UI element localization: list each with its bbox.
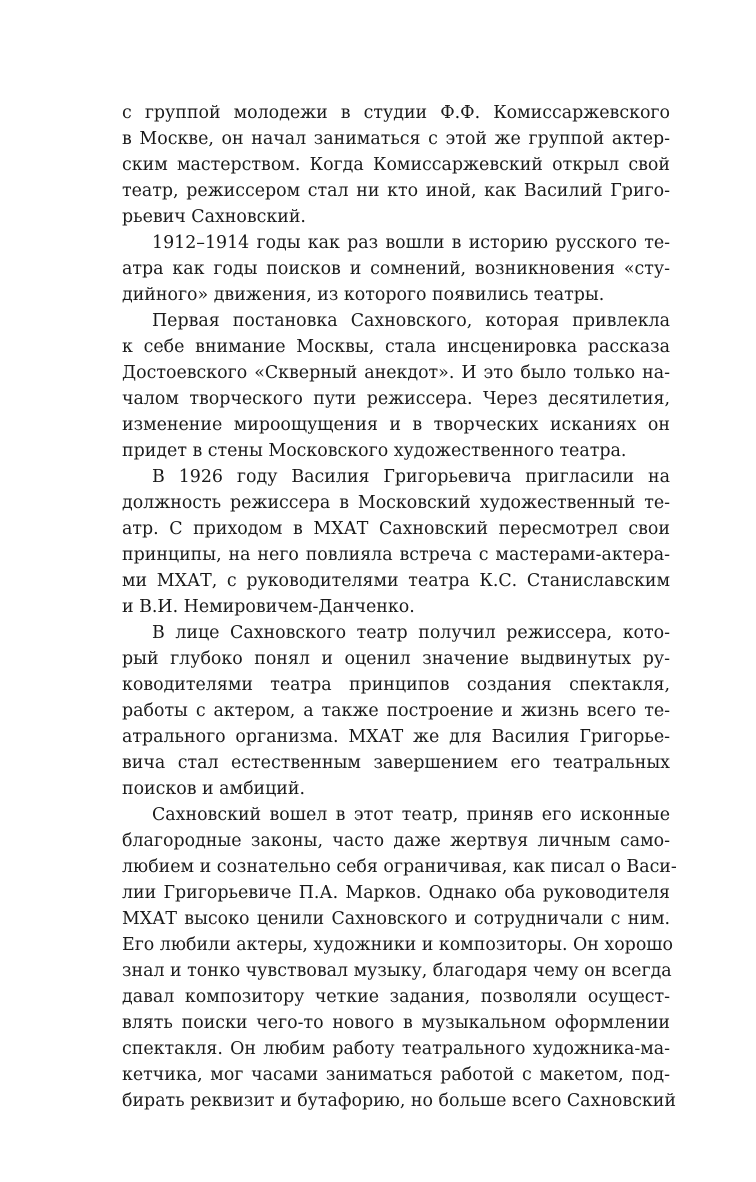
text-line: атра как годы поисков и сомнений, возникновения «сту-: [122, 259, 670, 279]
text-line: ским мастерством. Когда Комиссаржевский открыл свой: [122, 155, 670, 175]
text-line: и В.И. Немировичем-Данченко.: [122, 597, 415, 617]
text-line: поисков и амбиций.: [122, 779, 306, 799]
text-line: Сахновский вошел в этот театр, приняв его исконные: [152, 805, 670, 825]
text-line: придет в стены Московского художественного театра.: [122, 441, 627, 461]
text-line: ководителями театра принципов создания спектакля,: [122, 675, 670, 695]
text-line: принципы, на него повлияла встреча с мастерами-актера-: [122, 545, 670, 565]
text-line: с группой молодежи в студии Ф.Ф. Комиссаржевского: [122, 103, 670, 123]
text-line: чалом творческого пути режиссера. Через десятилетия,: [122, 389, 670, 409]
text-line: В 1926 году Василия Григорьевича пригласили на: [152, 467, 670, 487]
text-line: ми МХАТ, с руководителями театра К.С. Станиславским: [122, 571, 670, 591]
text-line: театр, режиссером стал ни кто иной, как Василий Григо-: [122, 181, 670, 201]
text-line: В лице Сахновского театр получил режиссера, кото-: [152, 623, 670, 643]
text-line: любием и сознательно себя ограничивая, как писал о Васи-: [122, 857, 677, 877]
text-line: Первая постановка Сахновского, которая привлекла: [152, 311, 670, 331]
text-line: Достоевского «Скверный анекдот». И это было только на-: [122, 363, 670, 383]
text-line: к себе внимание Москвы, стала инсценировка рассказа: [122, 337, 670, 357]
text-line: дийного» движения, из которого появились театры.: [122, 285, 605, 305]
text-line: МХАТ высоко ценили Сахновского и сотрудничали с ним.: [122, 909, 670, 929]
text-line: атр. С приходом в МХАТ Сахновский пересмотрел свои: [122, 519, 670, 539]
text-line: давал композитору четкие задания, позволяли осущест-: [122, 987, 670, 1007]
text-line: влять поиски чего-то нового в музыкальном оформлении: [122, 1013, 670, 1033]
text-line: работы с актером, а также построение и жизнь всего те-: [122, 701, 670, 721]
text-line: кетчика, мог часами заниматься работой с макетом, под-: [122, 1065, 670, 1085]
text-line: благородные законы, часто даже жертвуя личным само-: [122, 831, 670, 851]
text-line: знал и тонко чувствовал музыку, благодаря чему он всегда: [122, 961, 672, 981]
text-line: в Москве, он начал заниматься с этой же группой актер-: [122, 129, 670, 149]
text-line: 1912–1914 годы как раз вошли в историю русского те-: [152, 233, 670, 253]
text-line: атрального организма. МХАТ же для Василия Григорье-: [122, 727, 670, 747]
text-line: должность режиссера в Московский художественный те-: [122, 493, 670, 513]
text-line: вича стал естественным завершением его театральных: [122, 753, 670, 773]
text-line: Его любили актеры, художники и композиторы. Он хорошо: [122, 935, 673, 955]
text-line: бирать реквизит и бутафорию, но больше всего Сахновский: [122, 1091, 676, 1111]
text-line: спектакля. Он любим работу театрального художника-ма-: [122, 1039, 670, 1059]
text-line: изменение мироощущения и в творческих исканиях он: [122, 415, 670, 435]
text-line: лии Григорьевиче П.А. Марков. Однако оба руководителя: [122, 883, 670, 903]
text-line: рьевич Сахновский.: [122, 207, 306, 227]
text-line: рый глубоко понял и оценил значение выдвинутых ру-: [122, 649, 670, 669]
